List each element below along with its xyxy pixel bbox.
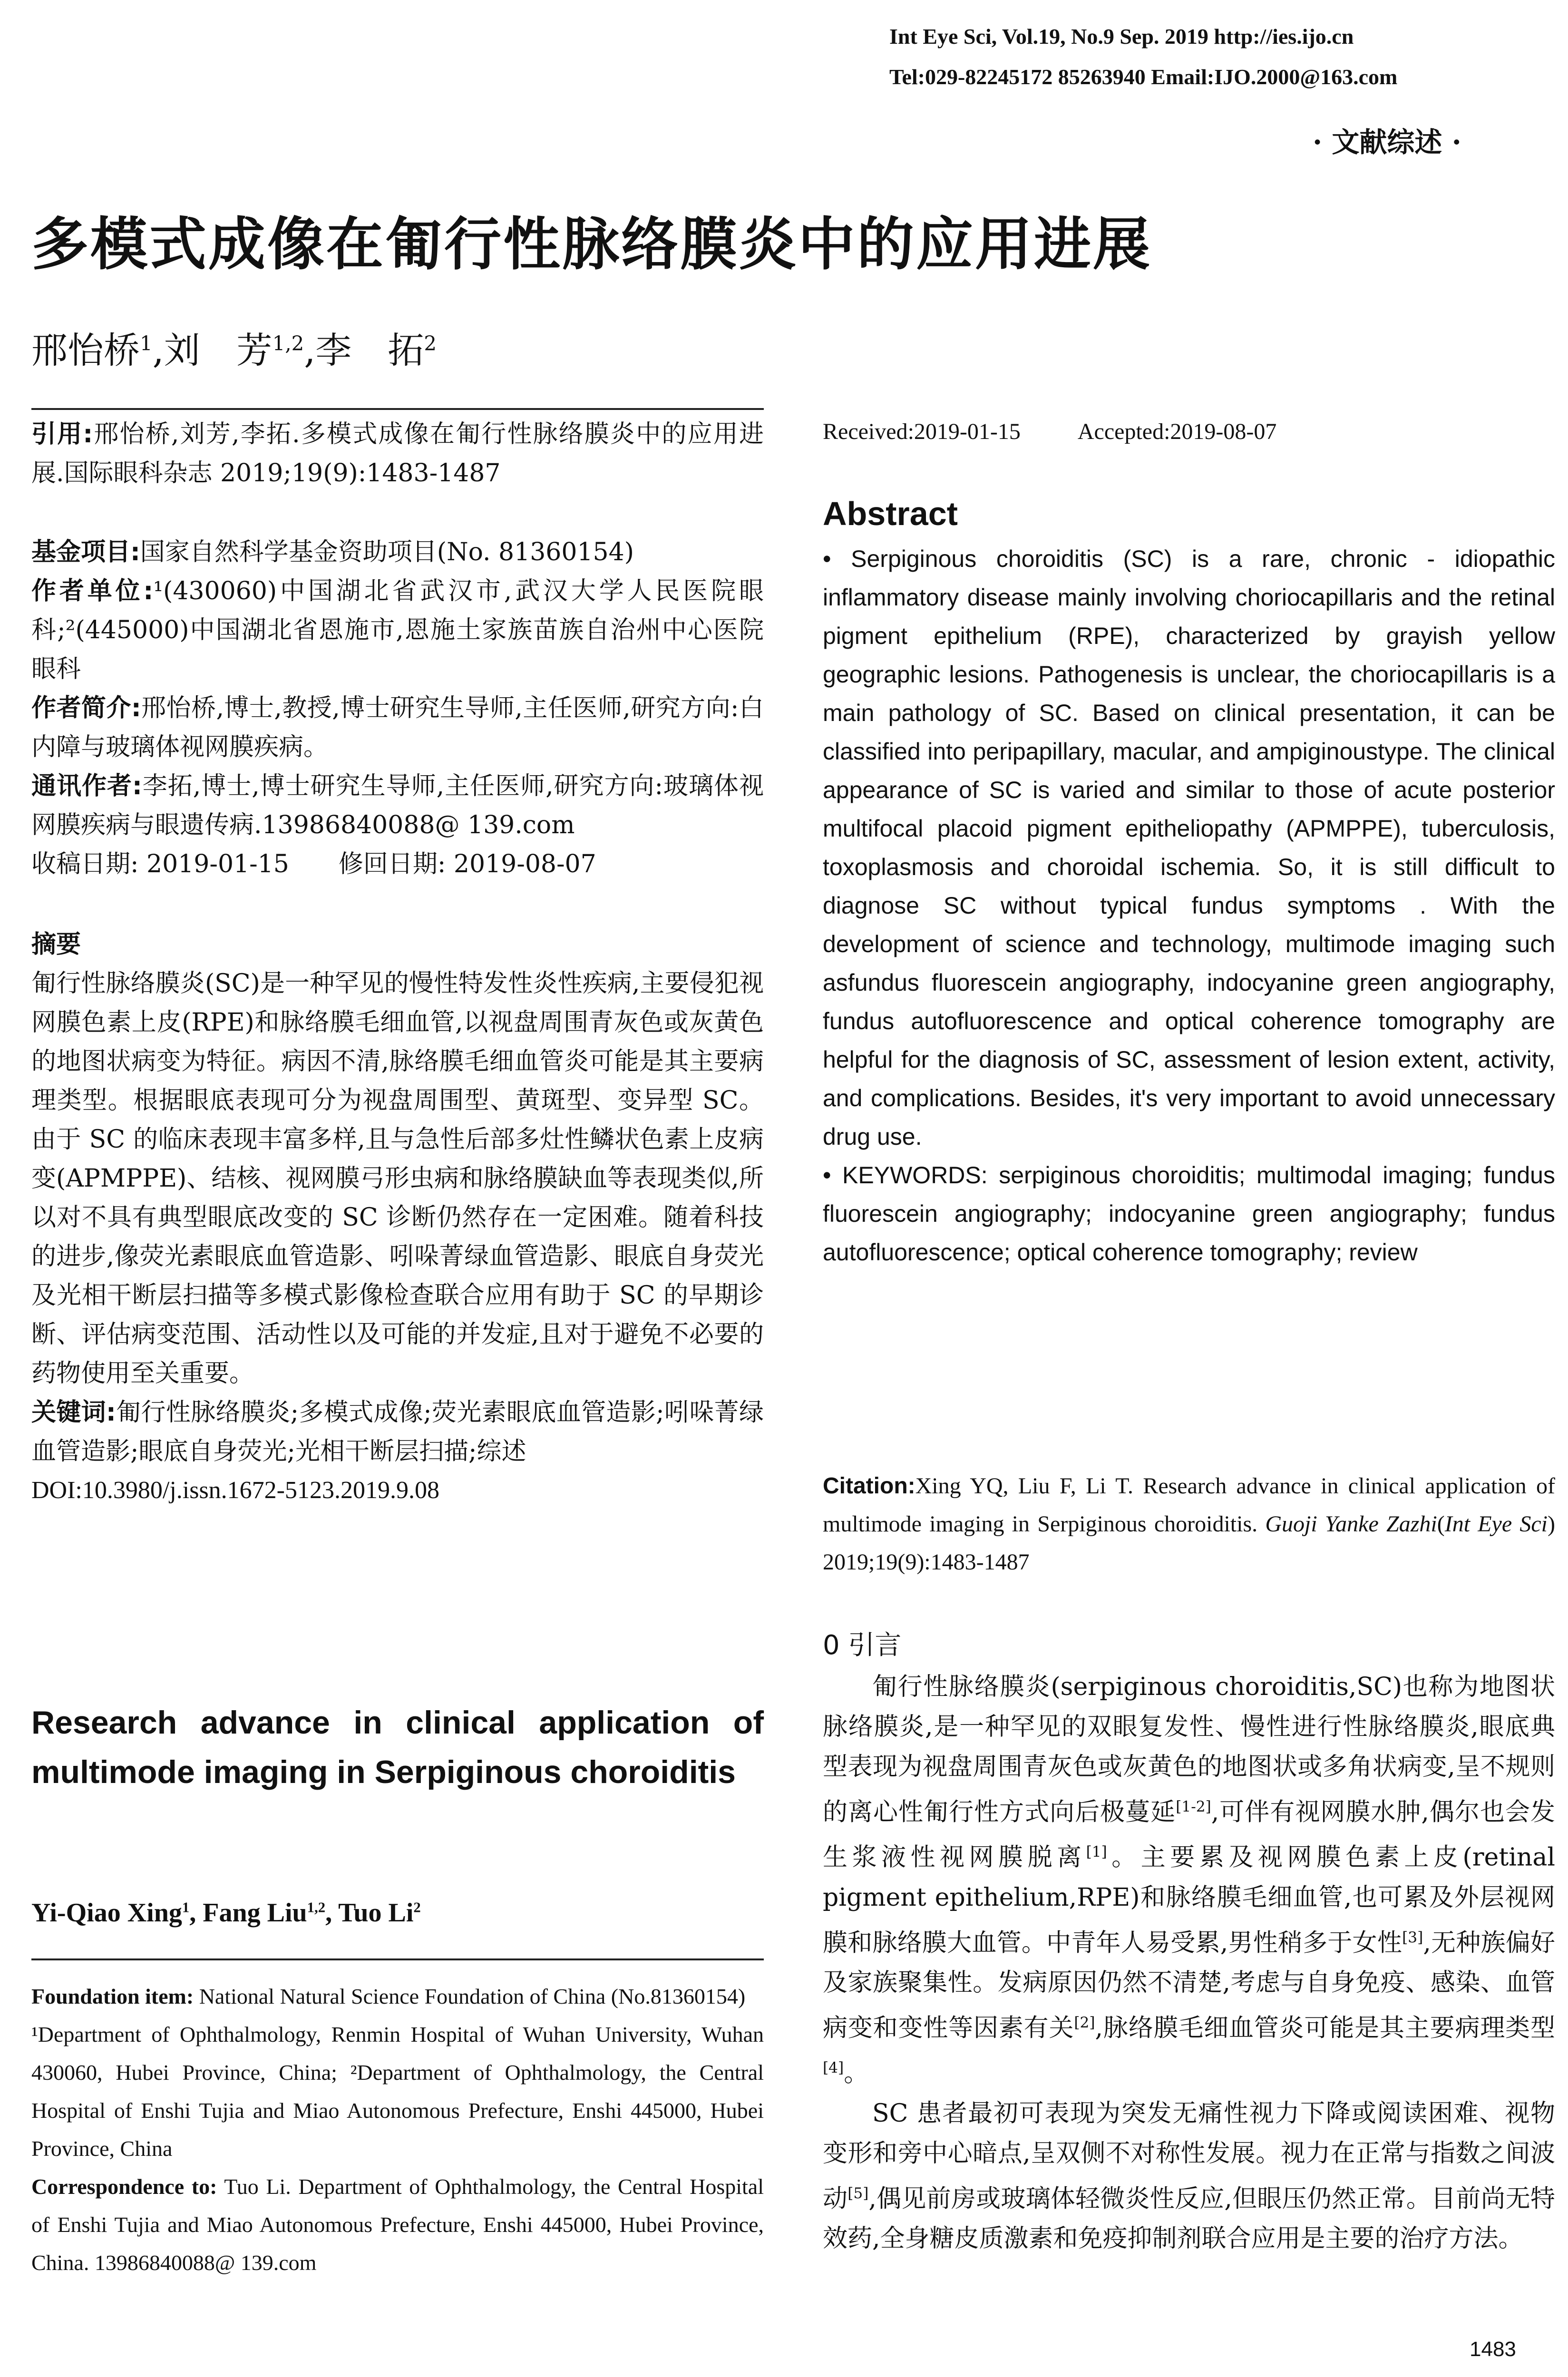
author-list bbox=[31, 321, 437, 373]
author-name: 邢怡桥 bbox=[31, 329, 140, 371]
journal-header-line: Int Eye Sci, Vol.19, No.9 Sep. 2019 http://ies.ijo.cn bbox=[889, 24, 1354, 49]
intro-paragraph-1 bbox=[823, 1667, 1555, 2094]
correspondence-text: Tuo Li. Department of Ophthalmology, the Central Hospital of Enshi Tujia and Miao Autonomous Prefecture, Enshi 445000, Hubei Province, China. 13986840088@ 139.com bbox=[31, 2174, 764, 2275]
cite-zh-block bbox=[31, 415, 764, 493]
bio-text: 邢怡桥,博士,教授,博士研究生导师,主任医师,研究方向:白内障与玻璃体视网膜疾病。 bbox=[31, 694, 764, 761]
intro-body bbox=[823, 1667, 1555, 2259]
author-separator: , bbox=[152, 329, 164, 371]
abstract-en-block bbox=[823, 540, 1555, 1272]
ref-sup: [5] bbox=[847, 2184, 869, 2202]
intro-text: ,偶见前房或玻璃体轻微炎性反应,但眼压仍然正常。目前尚无特效药,全身糖皮质激素和免疫抑制剂联合应用是主要的治疗方法。 bbox=[823, 2184, 1555, 2253]
dates-en bbox=[823, 419, 1276, 445]
abstract-zh-heading: 摘要 bbox=[31, 930, 81, 959]
intro-text: ,无种族偏好及家族聚集性。发病原因仍然不清楚,考虑与自身免疫、感染、血管病变和变性等因素有关 bbox=[823, 1928, 1556, 2043]
affil-label: 作者单位: bbox=[31, 577, 154, 605]
citation-en-block bbox=[823, 1467, 1555, 1581]
ref-sup: [4] bbox=[823, 2059, 844, 2077]
english-author-rule bbox=[31, 1958, 764, 1960]
bio-label: 作者简介: bbox=[31, 694, 141, 722]
keywords-zh-label: 关键词: bbox=[31, 1398, 116, 1427]
article-title: 多模式成像在匍行性脉络膜炎中的应用进展 bbox=[31, 212, 1152, 278]
intro-text: 。主要累及视网膜色素上皮(retinal pigment epithelium,RPE)和脉络膜毛细血管,也可累及外层视网膜和脉络膜大血管。中青年人易受累,男性稍多于女性 bbox=[823, 1843, 1555, 1957]
left-top-rule bbox=[31, 408, 764, 410]
fund-label: 基金项目: bbox=[31, 538, 140, 566]
contact-header-line: Tel:029-82245172 85263940 Email:IJO.2000@163.com bbox=[889, 65, 1398, 89]
foundation-label: Foundation item: bbox=[31, 1984, 194, 2008]
front-matter-zh bbox=[31, 533, 764, 884]
intro-paragraph-2 bbox=[823, 2094, 1555, 2259]
ref-sup: [1] bbox=[1086, 1843, 1107, 1861]
author-affil-sup: 1 bbox=[140, 331, 153, 355]
cite-zh-label: 引用: bbox=[31, 420, 93, 448]
author-name: 李 拓 bbox=[315, 329, 424, 371]
dates-zh: 收稿日期: 2019-01-15 修回日期: 2019-08-07 bbox=[31, 850, 596, 878]
cite-zh-text: 邢怡桥,刘芳,李拓.多模式成像在匍行性脉络膜炎中的应用进展.国际眼科杂志 2019;19(9):1483-1487 bbox=[31, 420, 764, 487]
affil-text: ¹(430060)中国湖北省武汉市,武汉大学人民医院眼科;²(445000)中国湖北省恩施市,恩施土家族苗族自治州中心医院眼科 bbox=[31, 577, 764, 683]
section-tag: · 文献综述 · bbox=[1313, 126, 1461, 158]
english-author: Fang Liu bbox=[203, 1898, 307, 1928]
english-author: Yi-Qiao Xing bbox=[31, 1898, 182, 1928]
foundation-block bbox=[31, 1978, 764, 2282]
abstract-en-heading: Abstract bbox=[823, 495, 958, 532]
author-affil-sup: 1,2 bbox=[272, 331, 304, 355]
ref-sup: [3] bbox=[1402, 1929, 1423, 1946]
english-author: Tuo Li bbox=[338, 1898, 414, 1928]
keywords-en: • KEYWORDS: serpiginous choroiditis; multimodal imaging; fundus fluorescein angiography; indocyanine green angiography; fundus autofluorescence; optical coherence tomography; review bbox=[823, 1162, 1555, 1266]
english-affiliations: ¹Department of Ophthalmology, Renmin Hospital of Wuhan University, Wuhan 430060, Hubei Province, China; ²Department of Ophthalmology, the Central Hospital of Enshi Tujia and Miao Autonomous Prefecture, Enshi 445000, Hubei Province, China bbox=[31, 2022, 764, 2161]
accepted-date: Accepted:2019-08-07 bbox=[1077, 419, 1277, 444]
abstract-en-text: • Serpiginous choroiditis (SC) is a rare, chronic - idiopathic inflammatory disease mainly involving choriocapillaris and the retinal pigment epithelium (RPE), characterized by grayish yellow geographic lesions. Pathogenesis is unclear, the choriocapillaris is a main pathology of SC. Based on clinical presentation, it can be classified into peripapillary, macular, and ampiginoustype. The clinical appearance of SC is varied and similar to those of acute posterior multifocal placoid pigment epitheliopathy (APMPPE), tuberculosis, toxoplasmosis and choroidal ischemia. So, it is still difficult to diagnose SC without typical fundus symptoms . With the development of science and technology, multimode imaging such asfundus fluorescein angiography, indocyanine green angiography, fundus autofluorescence and optical coherence tomography are helpful for the diagnosis of SC, assessment of lesion extent, activity, and complications. Besides, it's very important to avoid unnecessary drug use. bbox=[823, 546, 1555, 1150]
intro-text: 匍行性脉络膜炎(serpiginous choroiditis,SC)也称为地图状脉络膜炎,是一种罕见的双眼复发性、慢性进行性脉络膜炎,眼底典型表现为视盘周围青灰色或灰黄色的地图状或多角状病变,呈不规则的离心性匍行性方式向后极蔓延 bbox=[823, 1673, 1555, 1827]
citation-issue: ) 2019;19(9):1483-1487 bbox=[823, 1511, 1556, 1575]
author-name: 刘 芳 bbox=[164, 329, 273, 371]
corr-zh-label: 通讯作者: bbox=[31, 772, 142, 800]
citation-label: Citation: bbox=[823, 1473, 915, 1499]
correspondence-label: Correspondence to: bbox=[31, 2174, 217, 2199]
citation-paren: ( bbox=[1437, 1511, 1445, 1537]
intro-text: ,可伴有视网膜水肿,偶尔也会发生浆液性视网膜脱离 bbox=[823, 1798, 1555, 1872]
citation-text: Xing YQ, Liu F, Li T. Research advance in clinical application of multimode imaging in Serpiginous choroiditis. bbox=[823, 1473, 1555, 1537]
fund-text: 国家自然科学基金资助项目(No. 81360154) bbox=[140, 538, 634, 566]
citation-journal: Guoji Yanke Zazhi bbox=[1265, 1511, 1437, 1537]
english-author-sup: 2 bbox=[413, 1899, 421, 1916]
ref-sup: [2] bbox=[1074, 2014, 1095, 2031]
abstract-zh-text: 匍行性脉络膜炎(SC)是一种罕见的慢性特发性炎性疾病,主要侵犯视网膜色素上皮(RPE)和脉络膜毛细血管,以视盘周围青灰色或灰黄色的地图状病变为特征。病因不清,脉络膜毛细血管炎可能是其主要病理类型。根据眼底表现可分为视盘周围型、黄斑型、变异型 SC。由于 SC 的临床表现丰富多样,且与急性后部多灶性鳞状色素上皮病变(APMPPE)、结核、视网膜弓形虫病和脉络膜缺血等表现类似,所以对不具有典型眼底改变的 SC 诊断仍然存在一定困难。随着科技的进步,像荧光素眼底血管造影、吲哚菁绿血管造影、眼底自身荧光及光相干断层扫描等多模式影像检查联合应用有助于 SC 的早期诊断、评估病变范围、活动性以及可能的并发症,且对于避免不必要的药物使用至关重要。 bbox=[31, 969, 764, 1388]
keywords-zh-text: 匍行性脉络膜炎;多模式成像;荧光素眼底血管造影;吲哚菁绿血管造影;眼底自身荧光;光相干断层扫描;综述 bbox=[31, 1398, 764, 1466]
corr-zh-text: 李拓,博士,博士研究生导师,主任医师,研究方向:玻璃体视网膜疾病与眼遗传病.13986840088@ 139.com bbox=[31, 772, 764, 839]
citation-journal-en: Int Eye Sci bbox=[1444, 1511, 1548, 1537]
intro-text: 。 bbox=[844, 2059, 869, 2088]
english-author-sup: 1 bbox=[182, 1899, 190, 1916]
english-author-sup: 1,2 bbox=[307, 1899, 326, 1916]
english-author-separator: , bbox=[325, 1898, 339, 1928]
author-separator: , bbox=[304, 329, 316, 371]
page-number: 1483 bbox=[1470, 2338, 1516, 2361]
english-author-list bbox=[31, 1898, 764, 1928]
author-affil-sup: 2 bbox=[424, 331, 437, 355]
abstract-zh-block bbox=[31, 925, 764, 1510]
ref-sup: [1-2] bbox=[1176, 1798, 1211, 1815]
foundation-text: National Natural Science Foundation of China (No.81360154) bbox=[199, 1984, 746, 2008]
intro-text: SC 患者最初可表现为突发无痛性视力下降或阅读困难、视物变形和旁中心暗点,呈双侧不对称性发展。视力在正常与指数之间波动 bbox=[823, 2099, 1555, 2213]
english-author-separator: , bbox=[189, 1898, 203, 1928]
intro-heading: 0 引言 bbox=[823, 1630, 902, 1661]
doi: DOI:10.3980/j.issn.1672-5123.2019.9.08 bbox=[31, 1477, 439, 1504]
received-date: Received:2019-01-15 bbox=[823, 419, 1021, 444]
english-title: Research advance in clinical application of multimode imaging in Serpiginous choroiditis bbox=[31, 1705, 764, 1790]
intro-text: ,脉络膜毛细血管炎可能是其主要病理类型 bbox=[1095, 2014, 1555, 2043]
